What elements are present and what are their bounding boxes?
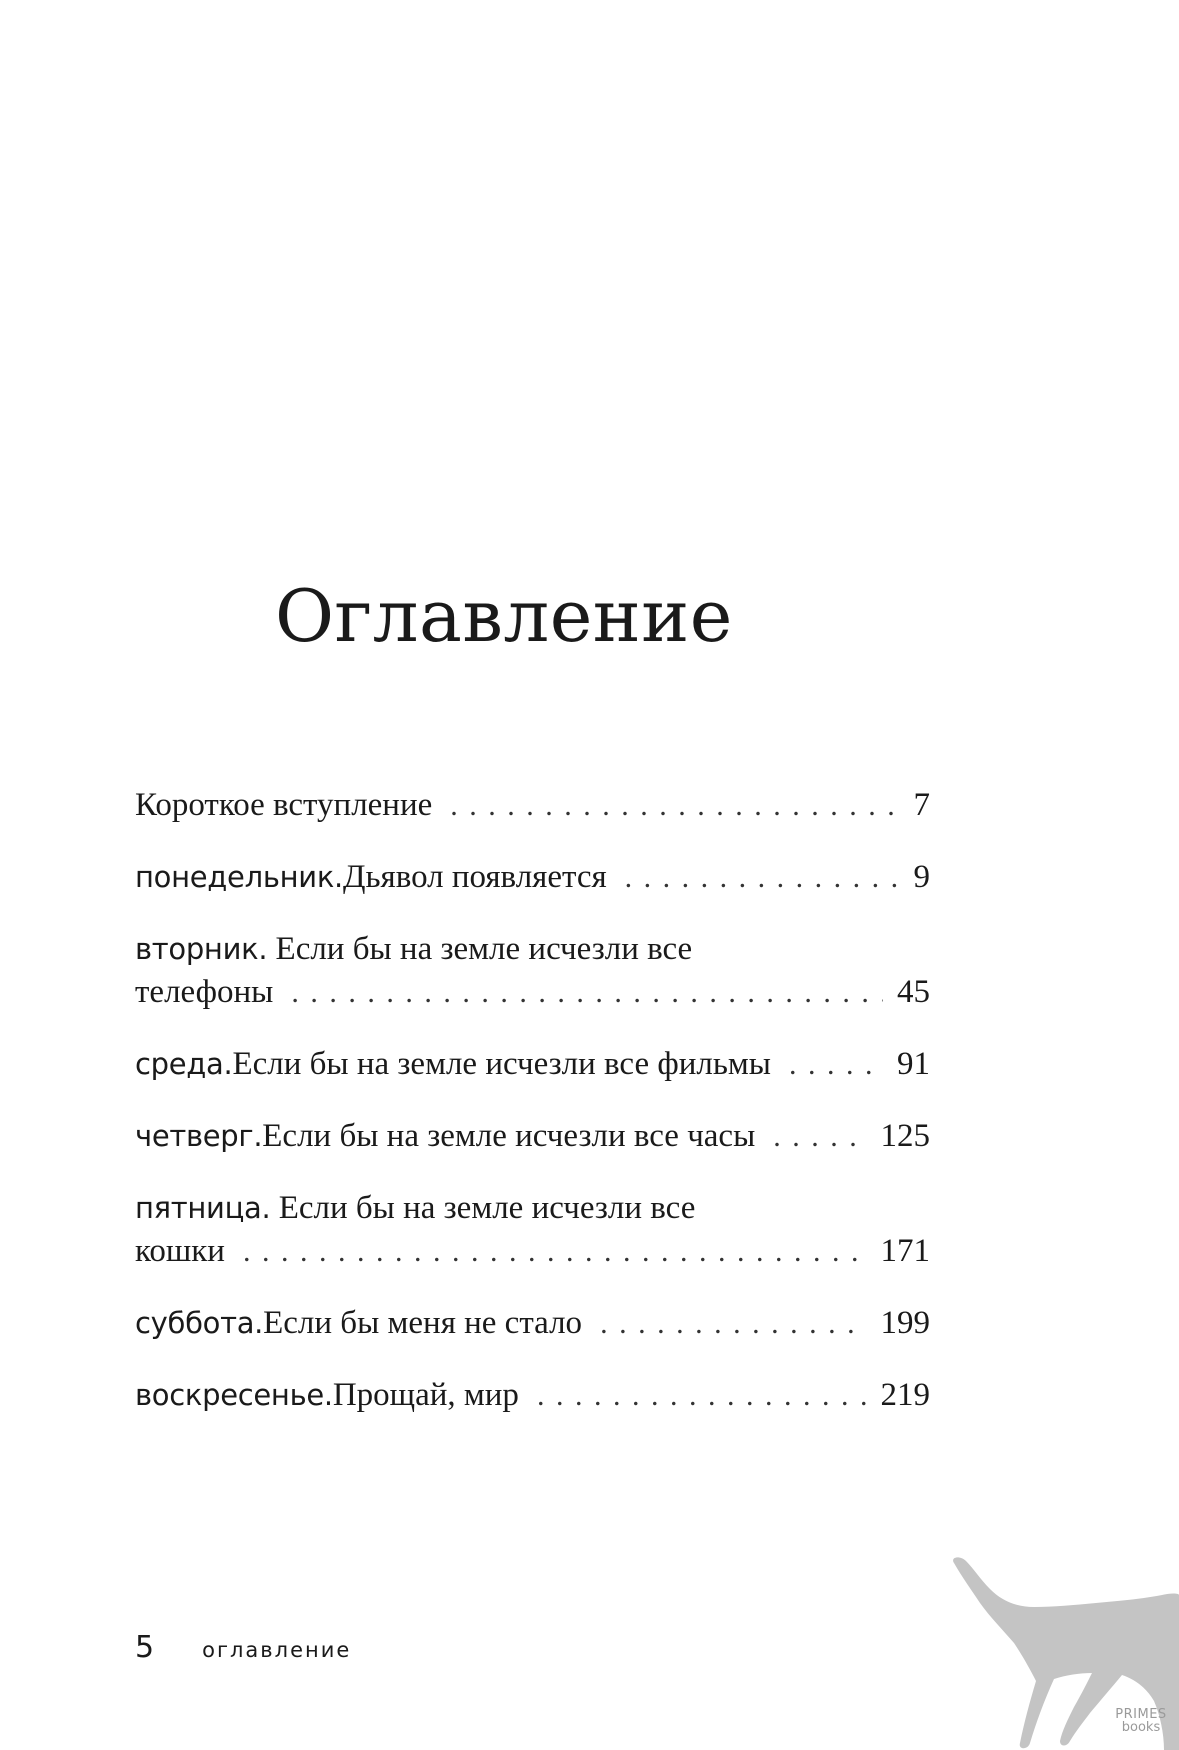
page-title: Оглавление [275, 574, 733, 658]
running-head: оглавление [202, 1638, 352, 1662]
dot-leader [450, 786, 899, 826]
toc-entry-tuesday[interactable] [135, 929, 930, 1012]
dot-leader [789, 1045, 883, 1085]
toc-entry-day: четверг. [135, 1119, 263, 1153]
toc-entry-text: Если бы меня не стало [263, 1305, 583, 1341]
table-of-contents [135, 785, 930, 1447]
toc-entry-text: Дьявол появляется [342, 859, 607, 895]
toc-entry-continuation: телефоны [135, 974, 274, 1010]
dot-leader [537, 1376, 867, 1416]
watermark-line-2: books [1121, 1720, 1161, 1735]
toc-entry-day: вторник. [135, 932, 268, 966]
toc-entry-friday[interactable] [135, 1188, 930, 1271]
toc-entry-intro[interactable] [135, 785, 930, 825]
watermark-line-1: PRIMES [1115, 1707, 1167, 1722]
publisher-watermark [1110, 1708, 1172, 1734]
toc-entry-day: понедельник. [135, 860, 343, 894]
toc-entry-text: Если бы на земле исчезли все часы [262, 1118, 756, 1154]
toc-entry-day: воскресенье. [135, 1378, 333, 1412]
page-number: 5 [135, 1630, 155, 1665]
toc-entry-wednesday[interactable] [135, 1044, 930, 1084]
toc-entry-saturday[interactable] [135, 1303, 930, 1343]
toc-entry-monday[interactable] [135, 857, 930, 897]
toc-page-number: 7 [913, 787, 930, 823]
toc-page-number: 45 [897, 974, 930, 1010]
toc-entry-text: Если бы на земле исчезли все [270, 1190, 696, 1226]
toc-entry-text: Короткое вступление [135, 787, 433, 823]
dot-leader [600, 1304, 866, 1344]
dot-leader [773, 1117, 866, 1157]
toc-entry-continuation: кошки [135, 1233, 225, 1269]
toc-page-number: 171 [880, 1233, 930, 1269]
dot-leader [243, 1232, 867, 1272]
toc-entry-sunday[interactable] [135, 1375, 930, 1415]
toc-entry-day: среда. [135, 1047, 233, 1081]
toc-page-number: 125 [880, 1118, 930, 1154]
page-footer [135, 1630, 351, 1665]
dot-leader [291, 973, 883, 1013]
toc-page-number: 219 [880, 1377, 930, 1413]
toc-entry-text: Прощай, мир [332, 1377, 519, 1413]
toc-entry-text: Если бы на земле исчезли все [267, 931, 693, 967]
toc-page-number: 91 [897, 1046, 930, 1082]
toc-page-number: 199 [880, 1305, 930, 1341]
dot-leader [625, 858, 900, 898]
toc-entry-day: пятница. [135, 1191, 271, 1225]
toc-entry-text: Если бы на земле исчезли все фильмы [232, 1046, 771, 1082]
toc-entry-day: суббота. [135, 1306, 264, 1340]
toc-page-number: 9 [913, 859, 930, 895]
toc-entry-thursday[interactable] [135, 1116, 930, 1156]
